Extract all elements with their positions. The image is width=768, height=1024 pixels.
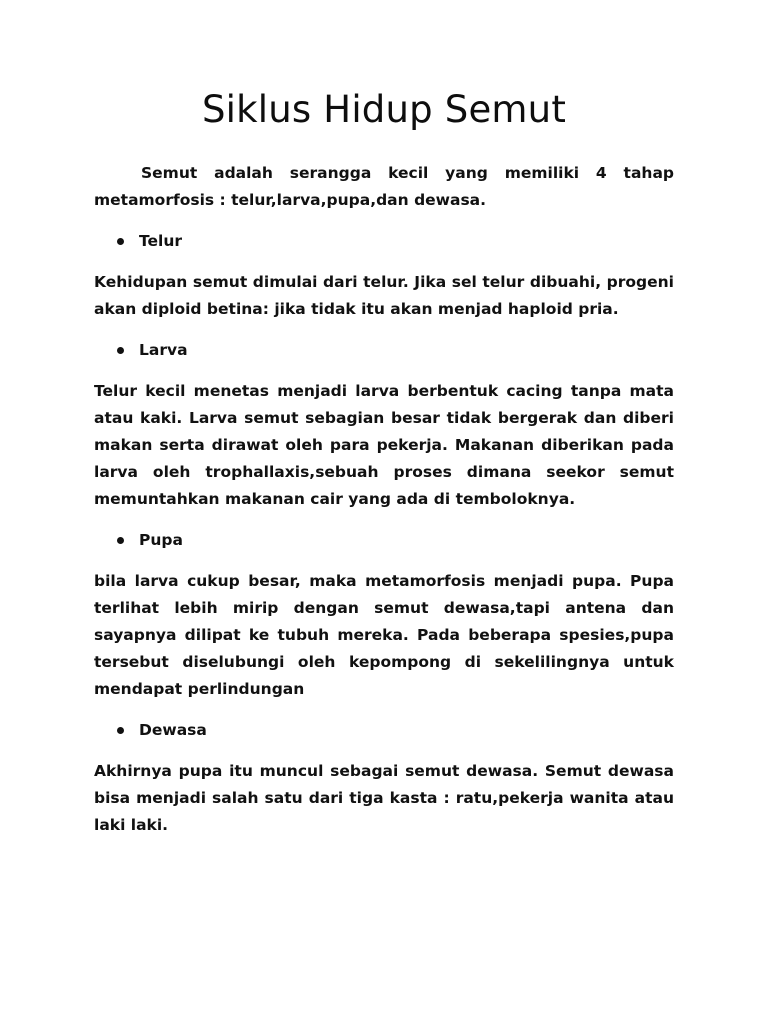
- bullet-icon: [117, 238, 124, 245]
- section-heading-label: Pupa: [139, 531, 183, 549]
- page-title: Siklus Hidup Semut: [201, 88, 567, 131]
- section-heading-pupa: [94, 527, 674, 554]
- bullet-icon: [117, 347, 124, 354]
- section-body-larva: Telur kecil menetas menjadi larva berbentuk cacing tanpa mata atau kaki. Larva semut sebagian besar tidak bergerak dan diberi makan serta dirawat oleh para pekerja. Makanan diberikan pada larva oleh trophallaxis,sebuah proses dimana seekor semut memuntahkan makanan cair yang ada di temboloknya.: [94, 382, 674, 508]
- document-body: [94, 160, 674, 839]
- intro-paragraph: Semut adalah serangga kecil yang memiliki 4 tahap metamorfosis : telur,larva,pupa,dan dewasa.: [94, 164, 674, 209]
- section-heading-larva: [94, 337, 674, 364]
- section-heading-label: Larva: [139, 341, 188, 359]
- section-body-dewasa: Akhirnya pupa itu muncul sebagai semut dewasa. Semut dewasa bisa menjadi salah satu dari tiga kasta : ratu,pekerja wanita atau laki laki.: [94, 762, 674, 834]
- section-heading-dewasa: [94, 717, 674, 744]
- bullet-icon: [117, 727, 124, 734]
- bullet-icon: [117, 537, 124, 544]
- section-body-telur: Kehidupan semut dimulai dari telur. Jika sel telur dibuahi, progeni akan diploid betina: jika tidak itu akan menjad haploid pria.: [94, 273, 674, 318]
- section-heading-telur: [94, 228, 674, 255]
- section-body-pupa: bila larva cukup besar, maka metamorfosis menjadi pupa. Pupa terlihat lebih mirip dengan semut dewasa,tapi antena dan sayapnya dilipat ke tubuh mereka. Pada beberapa spesies,pupa tersebut diselubungi oleh kepompong di sekelilingnya untuk mendapat perlindungan: [94, 572, 674, 698]
- section-heading-label: Telur: [139, 232, 183, 250]
- section-heading-label: Dewasa: [139, 721, 207, 739]
